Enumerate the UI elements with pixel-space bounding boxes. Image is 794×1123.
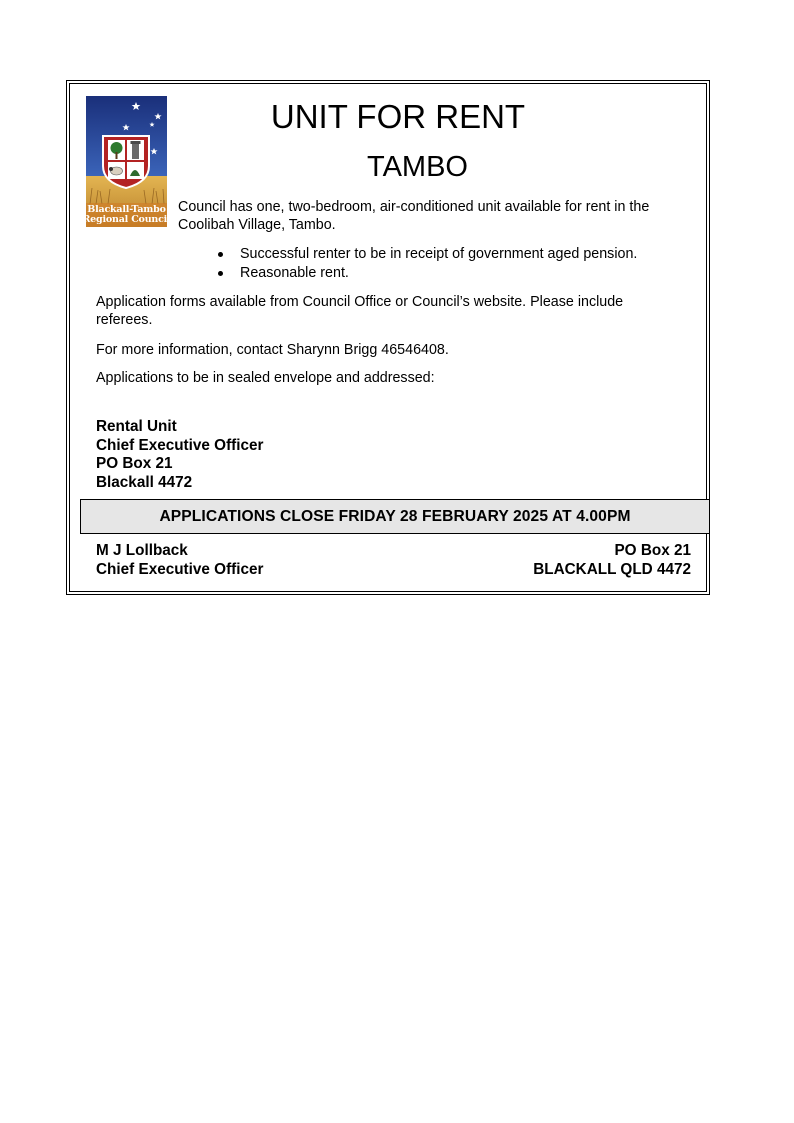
address-line: Rental Unit [96, 418, 177, 435]
logo-caption-line2: Regional Council [82, 214, 171, 225]
conditions-list [218, 245, 637, 283]
signatory-block [96, 542, 263, 579]
council-postal-address [533, 542, 691, 579]
signatory-position: Chief Executive Officer [96, 560, 264, 578]
intro-paragraph: Council has one, two-bedroom, air-conditioned unit available for rent in the Coolibah Village, Tambo. [178, 199, 650, 233]
council-address-line2: BLACKALL QLD 4472 [533, 560, 691, 578]
application-forms-paragraph: Application forms available from Council Office or Council’s website. Please include referees. [96, 294, 624, 328]
closing-date-banner: APPLICATIONS CLOSE FRIDAY 28 FEBRUARY 2025 AT 4.00PM [80, 499, 710, 534]
contact-paragraph: For more information, contact Sharynn Brigg 46546408. [96, 342, 449, 358]
signatory-name: M J Lollback [96, 542, 188, 559]
mailing-address [96, 418, 263, 492]
list-item: Successful renter to be in receipt of government aged pension. [218, 245, 637, 264]
address-line: Chief Executive Officer [96, 436, 264, 454]
notice-title: UNIT FOR RENT [270, 98, 526, 135]
council-address-line1: PO Box 21 [614, 542, 691, 559]
list-item: Reasonable rent. [218, 264, 637, 283]
logo-caption [82, 203, 171, 227]
submission-paragraph: Applications to be in sealed envelope and addressed: [96, 370, 435, 386]
logo-caption-line1: Blackall-Tambo [87, 204, 166, 215]
notice-location: TAMBO [367, 151, 468, 183]
address-line: PO Box 21 [96, 455, 173, 472]
address-line: Blackall 4472 [96, 473, 193, 491]
